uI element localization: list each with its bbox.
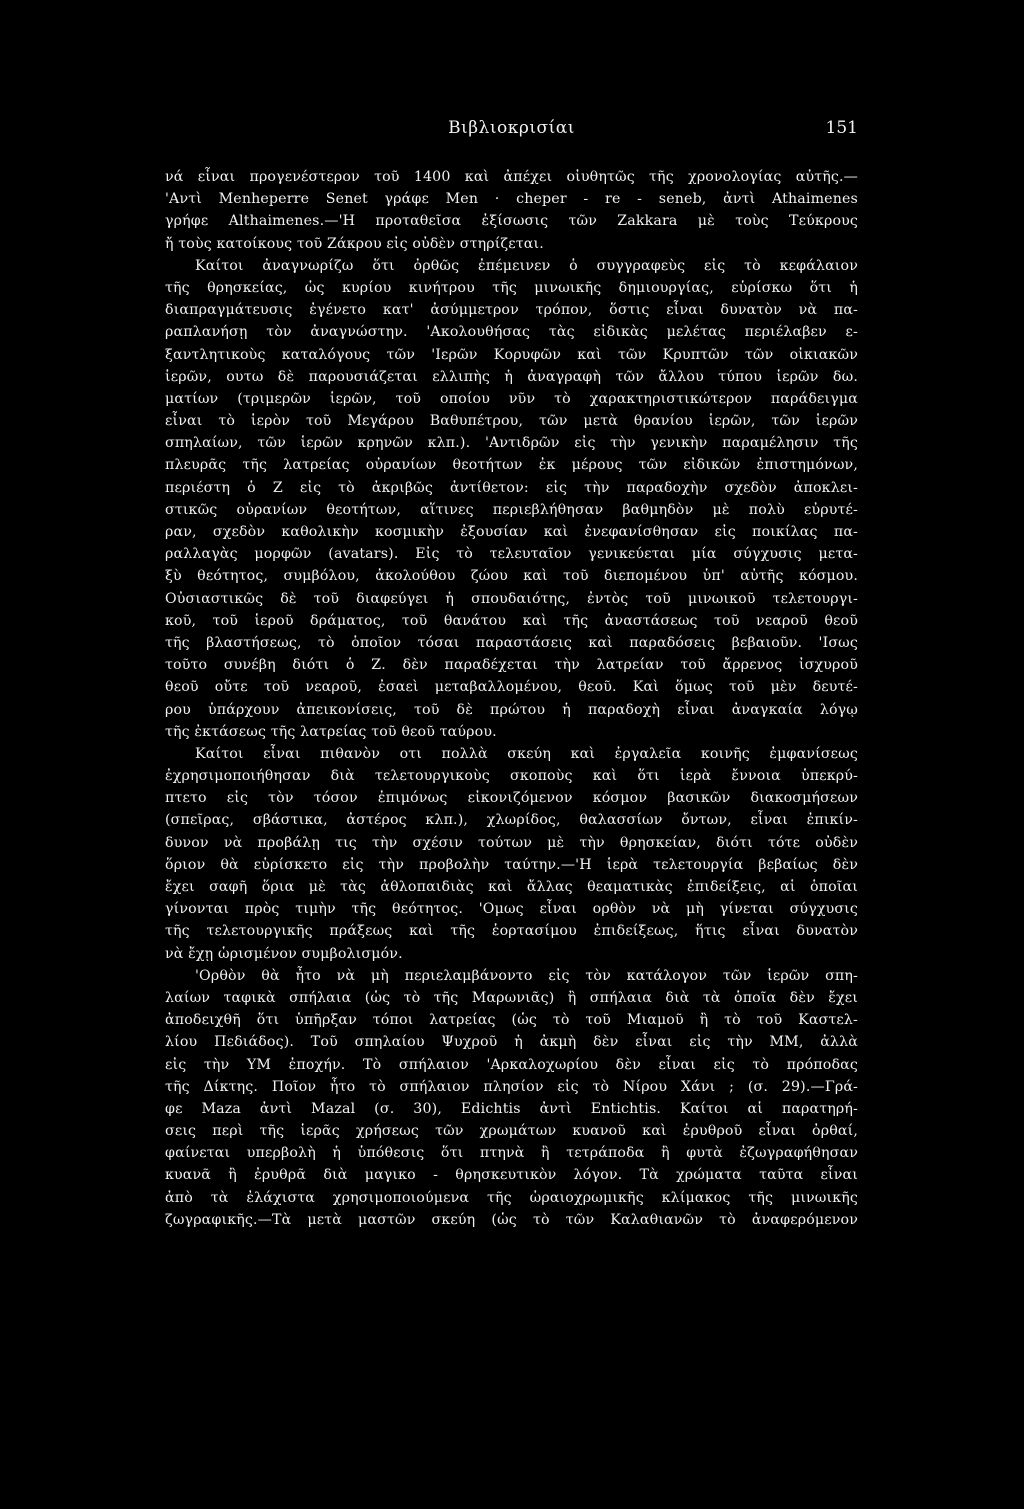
text-line: ρου ὑπάρχουν ἀπεικονίσεις, τοῦ δὲ πρώτου ἡ παραδοχὴ εἶναι ἀναγκαία λόγῳ <box>165 701 858 718</box>
text-line: ἔχει σαφῆ ὅρια μὲ τὰς ἀθλοπαιδιὰς καὶ ἄλλας θεαματικὰς ἐπιδείξεις, αἱ ὁποῖαι <box>165 879 858 895</box>
text-line: σπηλαίων, τῶν ἱερῶν κρηνῶν κλπ.). 'Αντιδρῶν εἰς τὴν γενικὴν παραμέλησιν τῆς <box>165 435 858 452</box>
text-line: πλευρᾶς τῆς λατρείας οὐρανίων θεοτήτων ἐκ μέρους τῶν εἰδικῶν ἐπιστημόνων, <box>165 457 858 474</box>
text-line: εἰς τὴν ΥΜ ἐποχήν. Τὸ σπήλαιον 'Αρκαλοχωρίου δὲν εἶναι εἰς τὸ πρόποδας <box>165 1056 858 1073</box>
text-line: ξὺ θεότητος, συμβόλου, ἀκολούθου ζώου καὶ τοῦ διεπομένου ὑπ' αὐτῆς κόσμου. <box>165 568 858 585</box>
text-line: Καίτοι εἶναι πιθανὸν οτι πολλὰ σκεύη καὶ ἐργαλεῖα κοινῆς ἐμφανίσεως <box>195 745 858 762</box>
text-line: Καίτοι ἀναγνωρίζω ὅτι ὀρθῶς ἐπέμεινεν ὁ συγγραφεὺς εἰς τὸ κεφάλαιον <box>195 257 858 274</box>
text-line: κοῦ, τοῦ ἱεροῦ δράματος, τοῦ θανάτου καὶ τῆς ἀναστάσεως τοῦ νεαροῦ θεοῦ <box>165 612 858 629</box>
text-line: νὰ ἔχῃ ὡρισμένον συμβολισμόν. <box>165 945 403 962</box>
text-line: θεοῦ οὔτε τοῦ νεαροῦ, ἐσαεὶ μεταβαλλομένου, θεοῦ. Καὶ ὅμως τοῦ μὲν δευτέ- <box>165 679 858 696</box>
text-line: ὅριον θὰ εὑρίσκετο εἰς τὴν προβολὴν ταύτην.—'Η ἱερὰ τελετουργία βεβαίως δὲν <box>165 856 858 873</box>
text-line: τοῦτο συνέβη διότι ὁ Ζ. δὲν παραδέχεται τὴν λατρείαν τοῦ ἄρρενος ἰσχυροῦ <box>165 657 858 674</box>
text-line: φαίνεται υπερβολὴ ἡ ὑπόθεσις ὅτι πτηνὰ ἢ τετράποδα ἢ φυτὰ ἐζωγραφήθησαν <box>165 1145 858 1162</box>
text-line: γρήφε Althaimenes.—'Η προταθεῖσα ἐξίσωσις τῶν Zakkara μὲ τοὺς Τεύκρους <box>165 213 858 230</box>
text-line: ἀπὸ τὰ ἐλάχιστα χρησιμοποιούμενα τῆς ὡραιοχρωμικῆς κλίμακος τῆς μινωικῆς <box>165 1189 858 1206</box>
text-line: κυανᾶ ἢ ἐρυθρᾶ διὰ μαγικο - θρησκευτικὸν λόγον. Τὰ χρώματα ταῦτα εἶναι <box>165 1167 858 1184</box>
text-line: ραν, σχεδὸν καθολικὴν κοσμικὴν ἐξουσίαν καὶ ἐνεφανίσθησαν εἰς ποικίλας πα- <box>165 524 858 540</box>
text-line: σεις περὶ τῆς ἱερᾶς χρήσεως τῶν χρωμάτων κυανοῦ καὶ ἐρυθροῦ εἶναι ὀρθαί, <box>165 1123 858 1140</box>
text-line: στικῶς οὐρανίων θεοτήτων, αἵτινες περιεβλήθησαν βαθμηδὸν μὲ πολὺ εὐρυτέ- <box>165 501 858 518</box>
text-line: ἀποδειχθῆ ὅτι ὑπῆρξαν τόποι λατρείας (ὡς τὸ τοῦ Μιαμοῦ ἢ τὸ τοῦ Καστελ- <box>165 1012 858 1029</box>
text-line: ραπλανήσῃ τὸν ἀναγνώστην. 'Ακολουθήσας τὰς εἰδικὰς μελέτας περιέλαβεν ε- <box>165 324 858 341</box>
text-line: δυνον νὰ προβάλῃ τις τὴν σχέσιν τούτων μὲ τὴν θρησκείαν, διότι τότε οὐδὲν <box>165 834 858 851</box>
text-line: νά εἶναι προγενέστερον τοῦ 1400 καὶ ἀπέχει οἰυθητῶς τῆς χρονολογίας αὐτῆς.— <box>165 169 858 185</box>
page-header <box>165 118 858 142</box>
text-line: διαπραγμάτευσις ἐγένετο κατ' ἀσύμμετρον τρόπον, ὅστις εἶναι δυνατὸν νὰ πα- <box>165 302 858 319</box>
text-line: ζωγραφικῆς.—Τὰ μετὰ μαστῶν σκεύη (ὡς τὸ τῶν Καλαθιανῶν τὸ ἀναφερόμενον <box>165 1211 858 1228</box>
text-line: λαίων ταφικὰ σπήλαια (ὡς τὸ τῆς Μαρωνιᾶς) ἢ σπήλαια διὰ τὰ ὁποῖα δὲν ἔχει <box>165 989 858 1006</box>
page-number: 151 <box>825 118 858 138</box>
text-line: ματίων (τριμερῶν ἱερῶν, τοῦ οποίου νῦν τὸ χαρακτηριστικώτερον παράδειγμα <box>165 390 858 407</box>
text-line: 'Αντὶ Menheperre Senet γράφε Men · cheper - re - seneb, ἀντὶ Athaimenes <box>165 191 858 208</box>
text-line: γίνονται πρὸς τιμὴν τῆς θεότητος. 'Ομως εἶναι ορθὸν νὰ μὴ γίνεται σύγχυσις <box>165 901 858 918</box>
text-line: τῆς ἐκτάσεως τῆς λατρείας τοῦ θεοῦ ταύρου. <box>165 723 497 740</box>
text-line: τῆς Δίκτης. Ποῖον ἦτο τὸ σπήλαιον πλησίον εἰς τὸ Νίρου Χάνι ; (σ. 29).—Γρά- <box>165 1078 858 1095</box>
text-line: ἱερῶν, ουτω δὲ παρουσιάζεται ελλιπὴς ἡ ἀναγραφὴ τῶν ἄλλου τύπου ἱερῶν δω. <box>165 368 858 385</box>
text-line: ραλλαγὰς μορφῶν (avatars). Εἰς τὸ τελευταῖον γενικεύεται μία σύγχυσις μετα- <box>165 546 858 563</box>
text-line: πτετο εἰς τὸν τόσον ἐπιμόνως εἰκονιζόμενον κόσμον βασικῶν διακοσμήσεων <box>165 790 858 807</box>
text-line: ἤ τοὺς κατοίκους τοῦ Ζάκρου εἰς οὐδὲν στηρίζεται. <box>165 235 544 252</box>
text-line: 'Ορθὸν θὰ ἦτο νὰ μὴ περιελαμβάνοντο εἰς τὸν κατάλογον τῶν ἱερῶν σπη- <box>195 967 858 984</box>
text-line: λίου Πεδιάδος). Τοῦ σπηλαίου Ψυχροῦ ἡ ἀκμὴ δὲν εἶναι εἰς τὴν ΜΜ, ἀλλὰ <box>165 1034 858 1051</box>
text-line: (σπεῖρας, σβάστικα, ἀστέρος κλπ.), χλωρίδος, θαλασσίων ὄντων, εἶναι ἐπικίν- <box>165 812 858 829</box>
text-line: φε Maza ἀντὶ Mazal (σ. 30), Edichtis ἀντὶ Entichtis. Καίτοι αἱ παρατηρή- <box>165 1100 858 1117</box>
text-line: τῆς βλαστήσεως, τὸ ὁποῖον τόσαι παραστάσεις καὶ παραδόσεις βεβαιοῦν. 'Ισως <box>165 634 858 651</box>
text-line: τῆς θρησκείας, ὡς κυρίου κινήτρου τῆς μινωικῆς δημιουργίας, εὑρίσκω ὅτι ἡ <box>165 279 858 296</box>
text-line: εἶναι τὸ ἱερὸν τοῦ Μεγάρου Βαθυπέτρου, τῶν μετὰ θρανίου ἱερῶν, τῶν ἱερῶν <box>165 413 858 430</box>
text-line: τῆς τελετουργικῆς πράξεως καὶ τῆς ἑορτασίμου ἐπιδείξεως, ἥτις εἶναι δυνατὸν <box>165 923 858 940</box>
text-line: ξαντλητικοὺς καταλόγους τῶν 'Ιερῶν Κορυφῶν καὶ τῶν Κρυπτῶν τῶν οἰκιακῶν <box>165 346 858 363</box>
text-line: Οὐσιαστικῶς δὲ τοῦ διαφεύγει ἡ σπουδαιότης, ἐντὸς τοῦ μινωικοῦ τελετουργι- <box>165 590 858 607</box>
text-line: περιέστη ὁ Ζ εἰς τὸ ἀκριβῶς ἀντίθετον: εἰς τὴν παραδοχὴν σχεδὸν ἀποκλει- <box>165 479 858 496</box>
text-line: ἐχρησιμοποιήθησαν διὰ τελετουργικοὺς σκοποὺς καὶ ὅτι ἱερὰ ἔννοια ὑπεκρύ- <box>165 768 858 785</box>
body-text <box>165 166 858 1231</box>
running-title: Βιβλιοκρισίαι <box>448 118 575 138</box>
